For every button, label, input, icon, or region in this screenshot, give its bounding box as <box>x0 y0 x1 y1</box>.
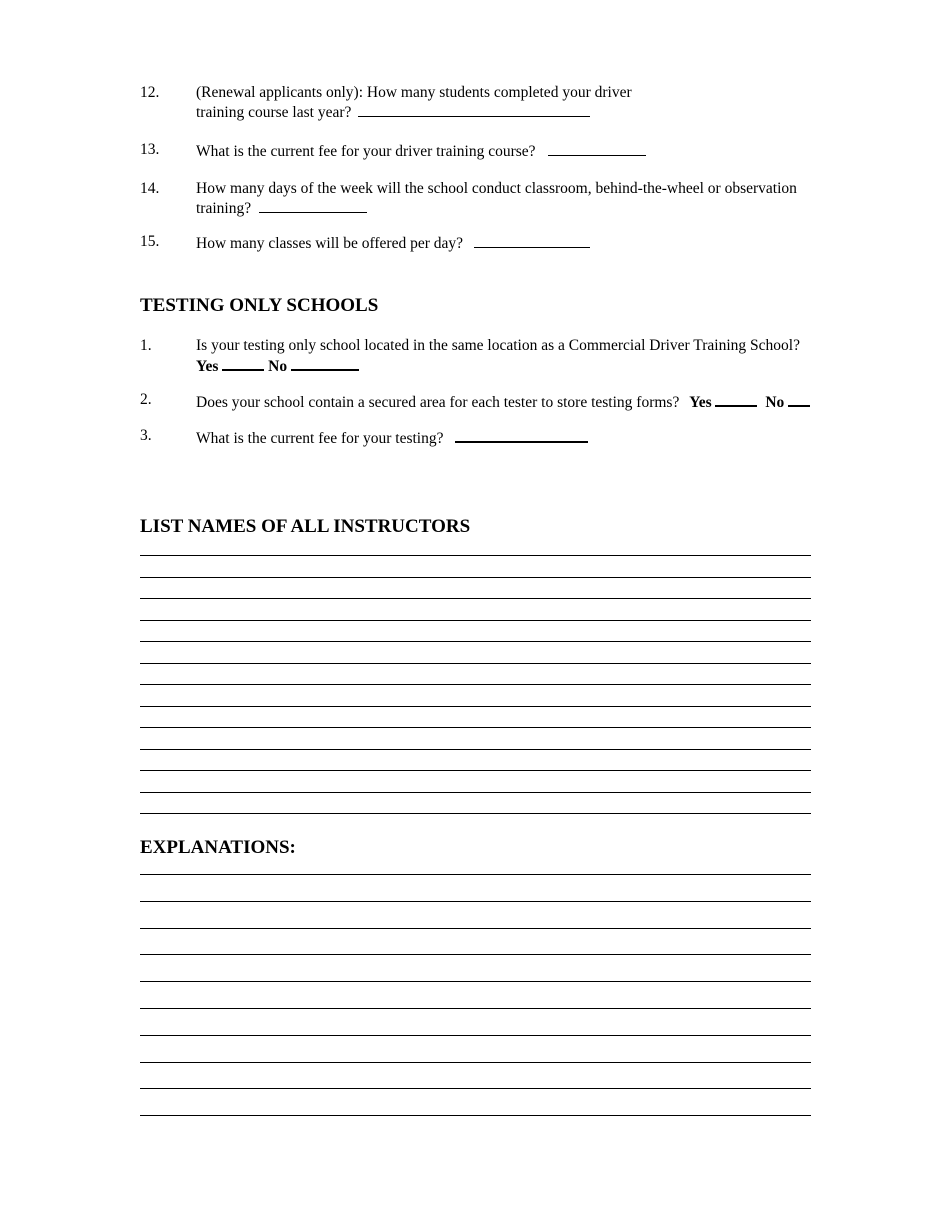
question-number: 15. <box>140 233 160 250</box>
instructor-name-line[interactable] <box>140 706 811 707</box>
question-text: How many classes will be offered per day? <box>196 235 463 252</box>
testing-only-heading: TESTING ONLY SCHOOLS <box>140 295 379 316</box>
explanation-line[interactable] <box>140 1115 811 1116</box>
instructor-name-line[interactable] <box>140 770 811 771</box>
instructor-name-line[interactable] <box>140 641 811 642</box>
explanation-line[interactable] <box>140 954 811 955</box>
explanation-line[interactable] <box>140 901 811 902</box>
course-fee-field[interactable] <box>548 141 646 156</box>
question-text: (Renewal applicants only): How many students completed your driver <box>196 84 632 101</box>
instructor-name-line[interactable] <box>140 663 811 664</box>
yes-label: Yes <box>689 394 712 411</box>
question-number: 13. <box>140 141 160 158</box>
days-per-week-field[interactable] <box>259 198 367 213</box>
no-field[interactable] <box>788 391 810 407</box>
students-completed-field[interactable] <box>358 102 590 117</box>
question-text: What is the current fee for your driver training course? <box>196 143 536 160</box>
yes-field[interactable] <box>222 355 264 371</box>
question-text: What is the current fee for your testing? <box>196 430 444 447</box>
no-field[interactable] <box>291 355 359 371</box>
question-number: 2. <box>140 391 152 408</box>
explanation-line[interactable] <box>140 1035 811 1036</box>
instructor-name-line[interactable] <box>140 727 811 728</box>
classes-per-day-field[interactable] <box>474 233 590 248</box>
explanations-heading: EXPLANATIONS: <box>140 837 296 858</box>
question-number: 3. <box>140 427 152 444</box>
explanation-line[interactable] <box>140 1008 811 1009</box>
question-text-cont: training? <box>196 200 252 217</box>
instructor-name-line[interactable] <box>140 792 811 793</box>
testing-fee-field[interactable] <box>455 427 588 443</box>
question-text: Is your testing only school located in the same location as a Commercial Driver Training School? <box>196 337 800 354</box>
question-text: How many days of the week will the school conduct classroom, behind-the-wheel or observation <box>196 180 797 197</box>
instructor-name-line[interactable] <box>140 749 811 750</box>
instructor-name-line[interactable] <box>140 813 811 814</box>
instructor-name-line[interactable] <box>140 555 811 556</box>
yes-label: Yes <box>196 358 219 375</box>
instructor-name-line[interactable] <box>140 620 811 621</box>
explanation-line[interactable] <box>140 928 811 929</box>
question-number: 12. <box>140 84 160 101</box>
question-text: Does your school contain a secured area for each tester to store testing forms? <box>196 394 680 411</box>
question-number: 1. <box>140 337 152 354</box>
no-label: No <box>765 394 785 411</box>
instructor-name-line[interactable] <box>140 577 811 578</box>
question-text-cont: training course last year? <box>196 104 352 121</box>
explanation-line[interactable] <box>140 1088 811 1089</box>
instructor-name-line[interactable] <box>140 598 811 599</box>
explanation-line[interactable] <box>140 981 811 982</box>
no-label: No <box>268 358 288 375</box>
yes-field[interactable] <box>715 391 757 407</box>
instructors-heading: LIST NAMES OF ALL INSTRUCTORS <box>140 516 471 537</box>
instructor-name-line[interactable] <box>140 684 811 685</box>
explanation-line[interactable] <box>140 1062 811 1063</box>
explanation-line[interactable] <box>140 874 811 875</box>
question-number: 14. <box>140 180 160 197</box>
